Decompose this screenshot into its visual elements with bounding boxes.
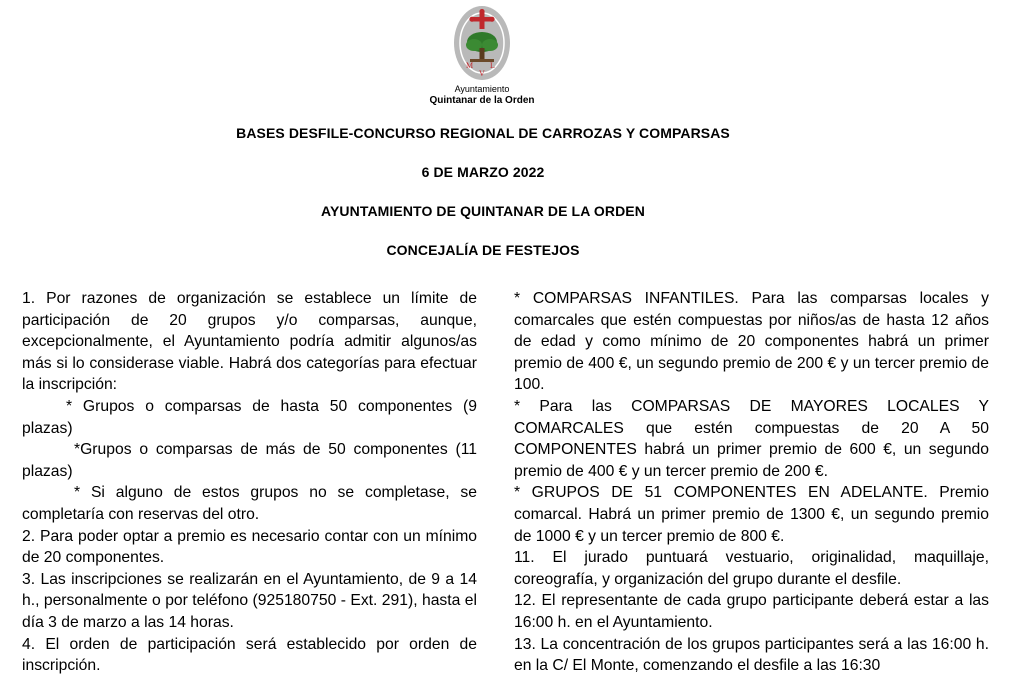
left-text-column	[22, 288, 477, 677]
department-heading: CONCEJALÍA DE FESTEJOS	[386, 242, 580, 258]
document-title: BASES DESFILE-CONCURSO REGIONAL DE CARROZAS Y COMPARSAS	[236, 125, 730, 141]
paragraph: 11. El jurado puntuará vestuario, originalidad, maquillaje, coreografía, y organización del grupo durante el desfile.	[514, 549, 989, 588]
logo-letter: V	[479, 69, 485, 78]
logo-letter: L	[490, 61, 495, 70]
paragraph: 12. El representante de cada grupo participante deberá estar a las 16:00 h. en el Ayuntamiento.	[514, 592, 989, 631]
event-date: 6 DE MARZO 2022	[421, 164, 545, 180]
paragraph: * Si alguno de estos grupos no se completase, se completaría con reservas del otro.	[22, 484, 477, 523]
logo-letter: M	[466, 61, 474, 70]
coat-of-arms-icon	[452, 4, 512, 82]
municipal-logo	[422, 4, 542, 107]
paragraph: *Grupos o comparsas de más de 50 componentes (11 plazas)	[22, 441, 477, 480]
logo-line-ayuntamiento: Ayuntamiento	[454, 84, 510, 94]
right-text-column	[514, 288, 989, 677]
paragraph: 1. Por razones de organización se establece un límite de participación de 20 grupos y/o comparsas, aunque, excepcionalmente, el Ayuntamiento podría admitir algunos/as más si lo considerase viable. Habrá dos categorías para efectuar la inscripción:	[22, 290, 477, 394]
paragraph: * GRUPOS DE 51 COMPONENTES EN ADELANTE. Premio comarcal. Habrá un primer premio de 1300 €, un segundo premio de 1000 € y un tercer premio de 800 €.	[514, 484, 989, 545]
paragraph: 2. Para poder optar a premio es necesario contar con un mínimo de 20 componentes.	[22, 527, 477, 567]
organizer-heading: AYUNTAMIENTO DE QUINTANAR DE LA ORDEN	[321, 203, 645, 219]
paragraph: 3. Las inscripciones se realizarán en el Ayuntamiento, de 9 a 14 h., personalmente o por teléfono (925180750 - Ext. 291), hasta el día 3 de marzo a las 14 horas.	[22, 570, 477, 631]
paragraph: * Grupos o comparsas de hasta 50 componentes (9 plazas)	[22, 397, 477, 437]
paragraph: * Para las COMPARSAS DE MAYORES LOCALES Y COMARCALES que estén compuestas de 20 A 50 COMPONENTES habrá un primer premio de 600 €, un segundo premio de 400 € y un tercer premio de 200 €.	[514, 397, 989, 480]
paragraph: 13. La concentración de los grupos participantes será a las 16:00 h. en la C/ El Monte, comenzando el desfile a las 16:30	[514, 635, 989, 675]
paragraph: 4. El orden de participación será establecido por orden de inscripción.	[22, 635, 477, 675]
paragraph: * COMPARSAS INFANTILES. Para las comparsas locales y comarcales que estén compuestas por niños/as de hasta 12 años de edad y como mínimo de 20 componentes habrá un primer premio de 400 €, un segundo premio de 200 € y un tercer premio de 100.	[514, 290, 989, 394]
logo-line-town-name: Quintanar de la Orden	[429, 95, 535, 106]
